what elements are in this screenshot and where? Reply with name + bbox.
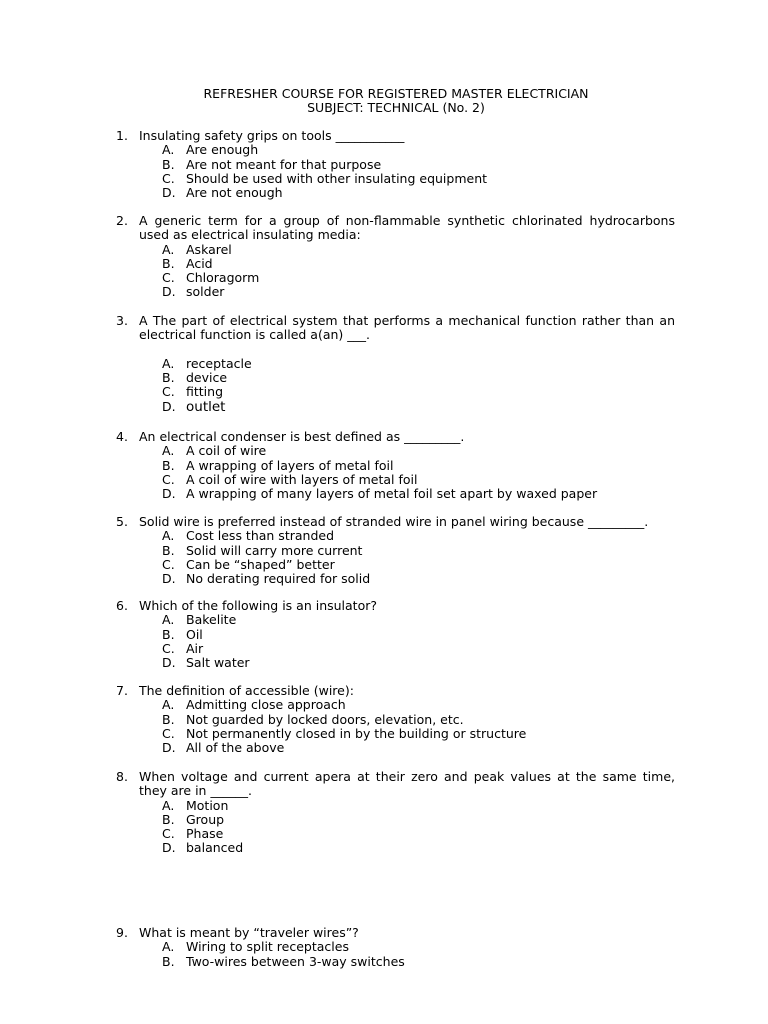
option-letter: B.: [162, 457, 175, 473]
option-text: Oil: [186, 626, 203, 642]
option-text: Not permanently closed in by the building or structure: [186, 725, 527, 741]
option-text: Wiring to split receptacles: [186, 939, 349, 955]
option-text: solder: [186, 284, 225, 300]
option-text: Admitting close approach: [186, 697, 346, 713]
answer-option: [116, 459, 676, 473]
question-text: A generic term for a group of non-flammable synthetic chlorinated hydrocarbons: [139, 213, 675, 228]
option-text: Can be “shaped” better: [186, 556, 335, 572]
option-text: No derating required for solid: [186, 571, 371, 587]
answer-option: [116, 544, 676, 558]
option-letter: A.: [162, 939, 175, 955]
option-text: Solid will carry more current: [186, 542, 363, 558]
answer-option: [116, 357, 676, 371]
question-number: 2.: [116, 213, 128, 228]
option-letter: D.: [162, 284, 176, 300]
question-text: The definition of accessible (wire):: [139, 683, 354, 698]
option-letter: B.: [162, 156, 175, 172]
option-letter: A.: [162, 697, 175, 713]
option-letter: A.: [162, 355, 175, 371]
option-text: Askarel: [186, 241, 232, 257]
option-letter: B.: [162, 711, 175, 727]
answer-option: [116, 285, 676, 299]
option-letter: C.: [162, 640, 175, 656]
option-letter: A.: [162, 797, 175, 813]
document-subtitle: SUBJECT: TECHNICAL (No. 2): [307, 100, 485, 115]
option-text: A coil of wire with layers of metal foil: [186, 471, 418, 487]
question-number: 7.: [116, 683, 128, 698]
option-text: Not guarded by locked doors, elevation, etc.: [186, 711, 464, 727]
answer-option: [116, 572, 676, 586]
option-text: Salt water: [186, 655, 250, 671]
answer-option: [116, 385, 676, 399]
question-3: [116, 314, 676, 416]
question-4: [116, 430, 676, 501]
answer-option: [116, 186, 676, 200]
option-text: Are enough: [186, 142, 259, 158]
question-number: 4.: [116, 429, 128, 444]
question-text-continued: they are in ______.: [139, 783, 252, 799]
option-text: Chloragorm: [186, 270, 260, 286]
question-text: When voltage and current apera at their zero and peak values at the same time,: [139, 769, 675, 784]
option-letter: D.: [162, 398, 176, 414]
answer-option: [116, 529, 676, 543]
answer-option: [116, 143, 676, 157]
option-text: outlet: [186, 398, 226, 415]
option-text: A wrapping of layers of metal foil: [186, 457, 394, 473]
answer-option: [116, 741, 676, 755]
option-letter: C.: [162, 826, 175, 842]
option-letter: D.: [162, 185, 176, 201]
answer-option: [116, 473, 676, 487]
option-text: Phase: [186, 826, 224, 842]
answer-option: [116, 613, 676, 627]
option-letter: D.: [162, 571, 176, 587]
option-text: Group: [186, 811, 225, 827]
question-5: [116, 515, 676, 586]
answer-option: [116, 257, 676, 271]
answer-option: [116, 713, 676, 727]
option-letter: A.: [162, 528, 175, 544]
question-2: [116, 214, 676, 300]
option-text: Motion: [186, 797, 229, 813]
question-7: [116, 684, 676, 755]
answer-option: [116, 940, 676, 954]
answer-option: [116, 642, 676, 656]
question-number: 8.: [116, 769, 128, 784]
answer-option: [116, 271, 676, 285]
answer-option: [116, 727, 676, 741]
option-letter: A.: [162, 443, 175, 459]
question-number: 5.: [116, 514, 128, 529]
option-letter: C.: [162, 384, 175, 400]
answer-option: [116, 172, 676, 186]
option-letter: B.: [162, 542, 175, 558]
option-letter: A.: [162, 241, 175, 257]
answer-option: [116, 841, 676, 855]
option-letter: C.: [162, 270, 175, 286]
answer-option: [116, 371, 676, 385]
option-text: Air: [186, 640, 204, 656]
answer-option: [116, 656, 676, 670]
document-title: REFRESHER COURSE FOR REGISTERED MASTER ELECTRICIAN: [203, 86, 589, 101]
question-6: [116, 599, 676, 670]
answer-option: [116, 698, 676, 712]
option-letter: D.: [162, 486, 176, 502]
answer-option: [116, 487, 676, 501]
question-text: Solid wire is preferred instead of stranded wire in panel wiring because _________.: [139, 514, 649, 529]
question-9: [116, 926, 676, 969]
option-text: Are not meant for that purpose: [186, 156, 382, 172]
option-text: All of the above: [186, 740, 285, 756]
option-text: Two-wires between 3-way switches: [186, 953, 405, 969]
answer-option: [116, 628, 676, 642]
question-text-continued: electrical function is called a(an) ___.: [139, 327, 370, 343]
answer-option: [116, 243, 676, 257]
answer-option: [116, 813, 676, 827]
option-letter: A.: [162, 612, 175, 628]
answer-option: [116, 158, 676, 172]
question-1: [116, 129, 676, 200]
option-text: Acid: [186, 255, 213, 271]
answer-option: [116, 799, 676, 813]
option-text: Should be used with other insulating equipment: [186, 170, 488, 186]
question-text: Insulating safety grips on tools ___________: [139, 128, 405, 143]
question-8: [116, 770, 676, 856]
answer-option: [116, 444, 676, 458]
option-letter: C.: [162, 471, 175, 487]
question-number: 3.: [116, 313, 128, 328]
option-letter: D.: [162, 740, 176, 756]
question-number: 9.: [116, 925, 128, 940]
option-letter: B.: [162, 255, 175, 271]
option-letter: D.: [162, 655, 176, 671]
question-number: 1.: [116, 128, 128, 143]
option-text: Cost less than stranded: [186, 528, 334, 544]
answer-option: [116, 955, 676, 969]
question-text: What is meant by “traveler wires”?: [139, 925, 359, 940]
option-letter: C.: [162, 725, 175, 741]
option-letter: B.: [162, 953, 175, 969]
option-text: balanced: [186, 840, 244, 856]
option-letter: B.: [162, 811, 175, 827]
question-text: Which of the following is an insulator?: [139, 598, 378, 613]
answer-option: [116, 827, 676, 841]
option-text: A coil of wire: [186, 443, 267, 459]
option-letter: C.: [162, 170, 175, 186]
answer-option: [116, 400, 676, 416]
option-text: Bakelite: [186, 612, 237, 628]
option-text: A wrapping of many layers of metal foil set apart by waxed paper: [186, 486, 598, 502]
answer-option: [116, 558, 676, 572]
option-letter: C.: [162, 556, 175, 572]
question-text: A The part of electrical system that performs a mechanical function rather than an: [139, 313, 675, 328]
option-letter: B.: [162, 370, 175, 386]
option-text: device: [186, 370, 228, 386]
question-number: 6.: [116, 598, 128, 613]
option-letter: B.: [162, 626, 175, 642]
option-text: Are not enough: [186, 185, 283, 201]
option-letter: D.: [162, 840, 176, 856]
question-text-continued: used as electrical insulating media:: [139, 227, 361, 243]
option-text: receptacle: [186, 355, 252, 371]
option-text: fitting: [186, 384, 224, 400]
question-text: An electrical condenser is best defined as _________.: [139, 429, 465, 444]
option-letter: A.: [162, 142, 175, 158]
